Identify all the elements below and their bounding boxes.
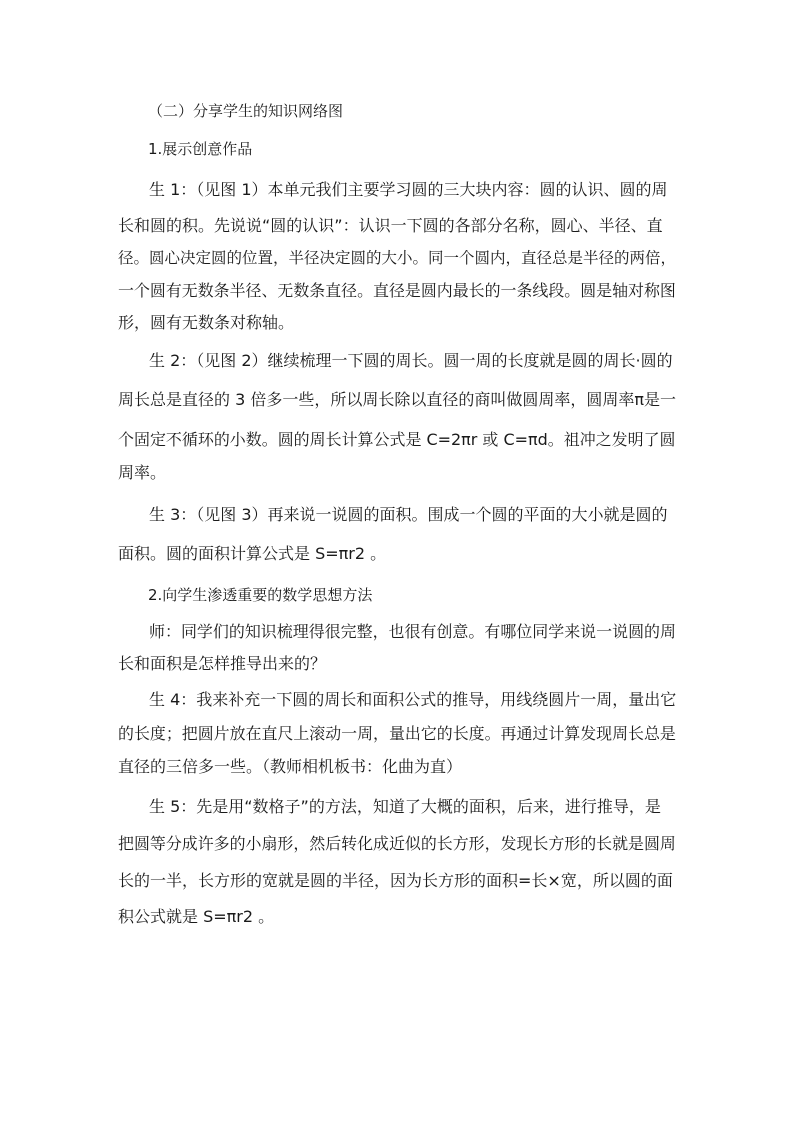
item2-title: 2.向学生渗透重要的数学思想方法 [148, 586, 373, 604]
paragraph-line: 周长总是直径的 3 倍多一些，所以周长除以直径的商叫做圆周率，圆周率π是一 [118, 390, 676, 409]
paragraph-line: 师：同学们的知识梳理得很完整，也很有创意。有哪位同学来说一说圆的周 [149, 622, 676, 641]
paragraph-line: 生 3：（见图 3）再来说一说圆的面积。围成一个圆的平面的大小就是圆的 [149, 505, 668, 524]
paragraph-line: 生 5：先是用“数格子”的方法，知道了大概的面积，后来，进行推导，是 [149, 797, 661, 816]
section-title: （二）分享学生的知识网络图 [148, 102, 344, 120]
paragraph-line: 直径的三倍多一些。（教师相机板书：化曲为直） [118, 757, 463, 776]
paragraph-line: 一个圆有无数条半径、无数条直径。直径是圆内最长的一条线段。圆是轴对称图 [118, 281, 676, 300]
paragraph-line: 长和面积是怎样推导出来的？ [118, 654, 327, 673]
paragraph-line: 生 1：（见图 1）本单元我们主要学习圆的三大块内容：圆的认识、圆的周 [149, 180, 668, 199]
paragraph-line: 把圆等分成许多的小扇形，然后转化成近似的长方形，发现长方形的长就是圆周 [118, 834, 676, 853]
paragraph-line: 积公式就是 S=πr2 。 [118, 907, 275, 926]
paragraph-line: 生 4：我来补充一下圆的周长和面积公式的推导，用线绕圆片一周，量出它 [149, 690, 677, 709]
paragraph-line: 周率。 [118, 463, 167, 482]
paragraph-line: 形，圆有无数条对称轴。 [118, 313, 295, 332]
paragraph-line: 个固定不循环的小数。圆的周长计算公式是 C=2πr 或 C=πd。祖冲之发明了圆 [118, 430, 676, 449]
paragraph-line: 径。圆心决定圆的位置，半径决定圆的大小。同一个圆内，直径总是半径的两倍， [118, 249, 677, 267]
paragraph-line: 长的一半，长方形的宽就是圆的半径，因为长方形的面积=长×宽，所以圆的面 [118, 871, 673, 890]
paragraph-line: 长和圆的积。先说说“圆的认识”：认识一下圆的各部分名称，圆心、半径、直 [118, 216, 663, 235]
item1-title: 1.展示创意作品 [148, 140, 253, 158]
paragraph-line: 的长度；把圆片放在直尺上滚动一周，量出它的长度。再通过计算发现周长总是 [118, 724, 676, 743]
paragraph-line: 生 2：（见图 2）继续梳理一下圆的周长。圆一周的长度就是圆的周长·圆的 [149, 351, 673, 370]
paragraph-line: 面积。圆的面积计算公式是 S=πr2 。 [118, 544, 387, 563]
